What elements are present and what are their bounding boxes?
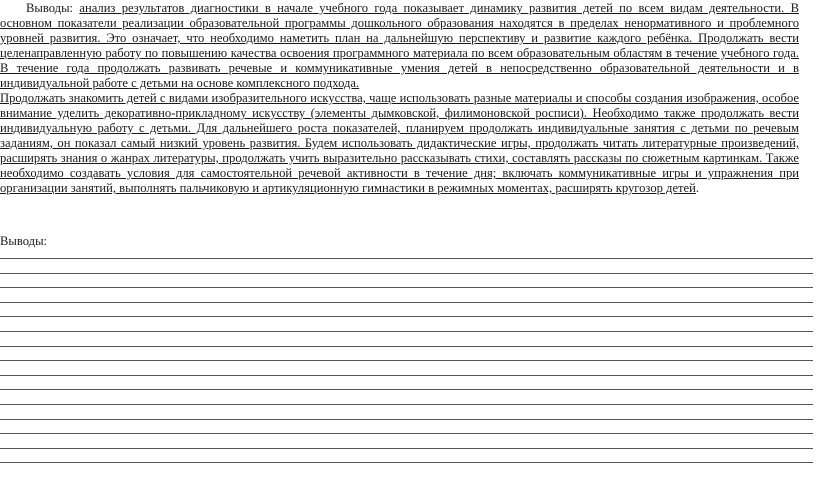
summary-label: Выводы: <box>26 1 74 15</box>
blank-line <box>0 302 813 303</box>
blank-line <box>0 462 813 463</box>
summary-text-2: Продолжать знакомить детей с видами изобразительного искусства, чаще использовать разные материалы и способы создания изображения, особое внимание уделить декоративно-прикладному искусству (элементы дымковской, филимоновской росписи). Необходимо также продолжать вести индивидуальную работу с детьми. Для дальнейшего роста показателей, планируем продолжать индивидуальные занятия с детьми по речевым заданиям, он показал самый низкий уровень развития. Будем использовать дидактические игры, продолжать читать литературные произведений, расширять знания о жанрах литературы, продолжать учить выразительно рассказывать стихи, составлять рассказы по сюжетным картинкам. Также необходимо создавать условия для самостоятельной речевой активности в течение дня; включать коммуникативные игры и упражнения при организации занятий, выполнять пальчиковую и артикуляционную гимнастики в режимных моментах, расширять кругозор детей <box>0 91 799 195</box>
blank-line <box>0 316 813 317</box>
conclusions-label: Выводы: <box>0 234 48 248</box>
blank-line <box>0 419 813 420</box>
summary-text-1: анализ результатов диагностики в начале учебного года показывает динамику развития детей по всем видам деятельности. В основном показатели реализации образовательной программы дошкольного образования находятся в пределах ненормативного и проблемного уровней развития. Это означает, что необходимо наметить план на дальнейшую перспективу и развитие каждого ребёнка. Продолжать вести целенаправленную работу по повышению качества освоения программного материала по всем образовательным областям в течение учебного года. В течение года продолжать развивать речевые и коммуникативные умения детей в непосредственно образовательной деятельности и в индивидуальной работе с детьми на основе комплексного подхода. <box>0 1 799 90</box>
blank-line <box>0 433 813 434</box>
blank-line <box>0 331 813 332</box>
blank-line <box>0 375 813 376</box>
blank-line <box>0 404 813 405</box>
blank-line <box>0 360 813 361</box>
blank-line <box>0 389 813 390</box>
blank-line <box>0 448 813 449</box>
blank-line <box>0 273 813 274</box>
blank-line <box>0 258 813 259</box>
blank-line <box>0 346 813 347</box>
summary-text-2-end: . <box>695 181 700 195</box>
blank-line <box>0 287 813 288</box>
